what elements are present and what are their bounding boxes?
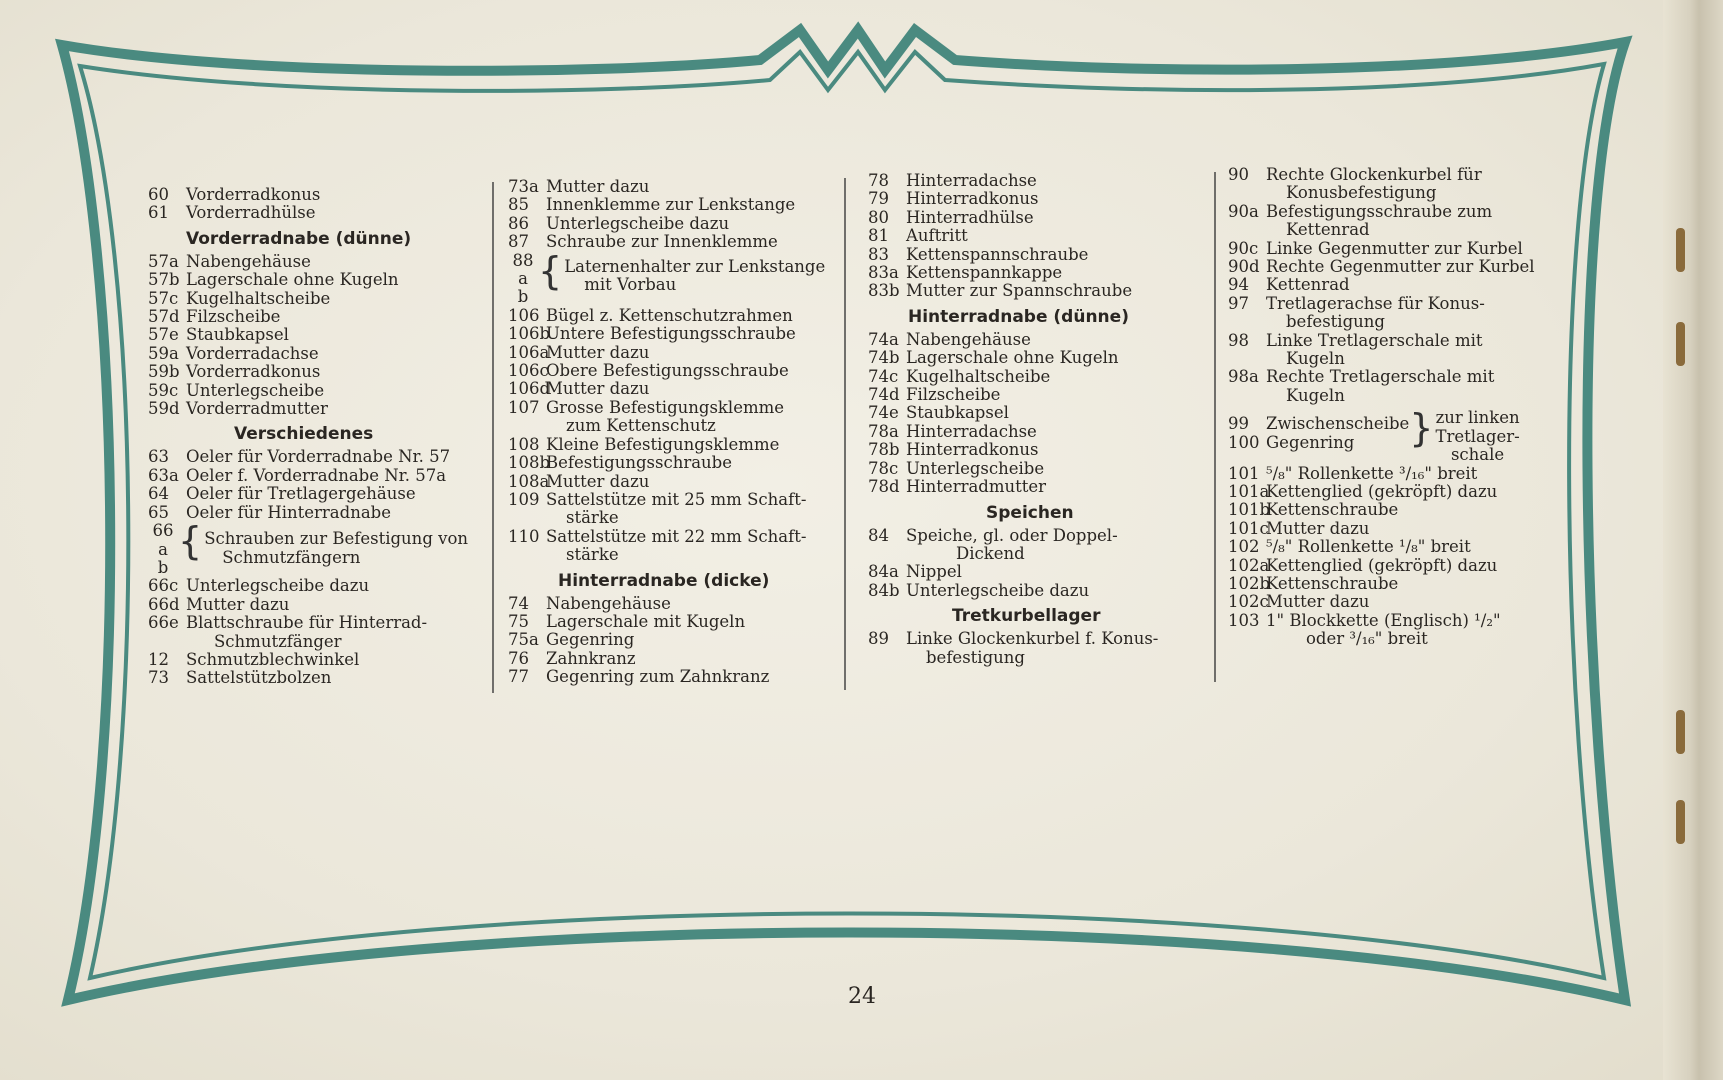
- list-item: stärke: [566, 508, 619, 528]
- list-item: 76 Zahnkranz: [508, 648, 636, 668]
- list-item: 65 Oeler für Hinterradnabe: [148, 502, 391, 522]
- list-item: 78d Hinterradmutter: [868, 477, 1047, 497]
- column-4: [1228, 166, 1535, 649]
- group-left: [1228, 409, 1409, 452]
- list-item: 59b Vorderradkonus: [148, 362, 321, 382]
- list-item: 81 Auftritt: [868, 226, 968, 246]
- list-item: zum Kettenschutz: [566, 416, 716, 436]
- list-item: 103 1" Blockkette (Englisch) ¹/₂": [1228, 610, 1501, 630]
- list-item: 86 Unterlegscheibe dazu: [508, 213, 730, 233]
- list-item: 98 Linke Tretlagerschale mit: [1228, 330, 1483, 350]
- list-item: 83b Mutter zur Spannschraube: [868, 281, 1133, 301]
- list-item: 66c Unterlegscheibe dazu: [148, 576, 370, 596]
- list-item: 64 Oeler für Tretlagergehäuse: [148, 484, 416, 504]
- list-item: 100 Gegenring: [1228, 432, 1355, 452]
- list-item-group: [1228, 406, 1535, 465]
- list-item: 98a Rechte Tretlagerschale mit: [1228, 367, 1495, 387]
- list-item: 79 Hinterradkonus: [868, 189, 1039, 209]
- list-item: 94 Kettenrad: [1228, 275, 1350, 295]
- list-item: 80 Hinterradhülse: [868, 207, 1034, 227]
- list-item: 84b Unterlegscheibe dazu: [868, 580, 1090, 600]
- list-item: befestigung: [1286, 312, 1385, 332]
- list-item: 90 Rechte Glockenkurbel für: [1228, 165, 1482, 184]
- list-item: 102 ⁵/₈" Rollenkette ¹/₈" breit: [1228, 537, 1471, 557]
- list-item: 12 Schmutzblechwinkel: [148, 649, 360, 669]
- list-item: 108 Kleine Befestigungsklemme: [508, 434, 780, 454]
- list-item: 106 Bügel z. Kettenschutzrahmen: [508, 305, 793, 325]
- list-item: Konusbefestigung: [1286, 183, 1437, 203]
- list-item: 101c Mutter dazu: [1228, 518, 1370, 538]
- list-item: 89 Linke Glockenkurbel f. Konus-: [868, 629, 1159, 649]
- list-item: 78 Hinterradachse: [868, 171, 1037, 190]
- list-item: 74c Kugelhaltscheibe: [868, 366, 1051, 386]
- list-item: 74 Nabengehäuse: [508, 593, 671, 613]
- list-item: Dickend: [956, 543, 1025, 563]
- list-item: 74a Nabengehäuse: [868, 329, 1031, 349]
- list-item: 102a Kettenglied (gekröpft) dazu: [1228, 555, 1498, 575]
- list-item: 75 Lagerschale mit Kugeln: [508, 611, 746, 631]
- list-item: 60 Vorderradkonus: [148, 185, 321, 204]
- brace-icon: {: [538, 248, 563, 293]
- list-item: 57e Staubkapsel: [148, 325, 289, 345]
- list-item: 61 Vorderradhülse: [148, 203, 316, 223]
- list-item-group: [508, 248, 826, 307]
- list-item: stärke: [566, 545, 619, 565]
- list-item: 74e Staubkapsel: [868, 403, 1009, 423]
- list-item: 84a Nippel: [868, 562, 962, 582]
- list-item: 106d Mutter dazu: [508, 379, 650, 399]
- list-item: 90d Rechte Gegenmutter zur Kurbel: [1228, 257, 1535, 277]
- list-item: Kugeln: [1286, 349, 1345, 369]
- list-item: 77 Gegenring zum Zahnkranz: [508, 667, 770, 687]
- group-numbers: 88 a b: [512, 250, 534, 307]
- list-item: 108a Mutter dazu: [508, 471, 650, 491]
- list-item: 101 ⁵/₈" Rollenkette ³/₁₆" breit: [1228, 463, 1478, 483]
- list-item: 106a Mutter dazu: [508, 342, 650, 362]
- list-item: 106c Obere Befestigungsschraube: [508, 361, 789, 381]
- brace-icon: {: [178, 519, 203, 564]
- section-heading: Verschiedenes: [234, 424, 374, 445]
- list-item: 66e Blattschraube für Hinterrad-: [148, 613, 428, 633]
- list-item: 110 Sattelstütze mit 22 mm Schaft-: [508, 526, 807, 546]
- list-item: 97 Tretlagerachse für Konus-: [1228, 293, 1485, 313]
- column-1: [148, 186, 468, 688]
- list-item: 66d Mutter dazu: [148, 594, 290, 614]
- list-item: 63 Oeler für Vorderradnabe Nr. 57: [148, 447, 451, 467]
- list-item: 63a Oeler f. Vorderradnabe Nr. 57a: [148, 465, 447, 485]
- list-item: 59d Vorderradmutter: [148, 399, 328, 419]
- list-item: Kettenrad: [1286, 220, 1370, 240]
- list-item: 90c Linke Gegenmutter zur Kurbel: [1228, 238, 1523, 258]
- list-item: 78b Hinterradkonus: [868, 440, 1039, 460]
- list-item: 57c Kugelhaltscheibe: [148, 288, 331, 308]
- list-item: 109 Sattelstütze mit 25 mm Schaft-: [508, 489, 807, 509]
- group-numbers: 66 a b: [152, 521, 174, 577]
- list-item: 59a Vorderradachse: [148, 343, 319, 363]
- list-item: 107 Grosse Befestigungsklemme: [508, 397, 785, 417]
- section-heading: Vorderradnabe (dünne): [186, 228, 412, 249]
- list-item: 73 Sattelstützbolzen: [148, 668, 332, 688]
- list-item: 57d Filzscheibe: [148, 307, 281, 327]
- section-heading: Tretkurbellager: [952, 606, 1101, 627]
- brace-icon: }: [1409, 406, 1434, 451]
- list-item: 74b Lagerschale ohne Kugeln: [868, 348, 1119, 368]
- column-3: [868, 172, 1158, 667]
- group-text: Schrauben zur Befestigung von Schmutzfängern: [204, 529, 469, 567]
- list-item: 106b Untere Befestigungsschraube: [508, 324, 796, 344]
- page-number: 24: [848, 984, 876, 1009]
- column-2: [508, 178, 825, 687]
- section-heading: Hinterradnabe (dünne): [908, 306, 1129, 327]
- list-item: Kugeln: [1286, 385, 1345, 405]
- group-side-text: zur linken Tretlager- schale: [1435, 408, 1520, 465]
- list-item: befestigung: [926, 647, 1025, 667]
- section-heading: Hinterradnabe (dicke): [558, 570, 770, 591]
- list-item: oder ³/₁₆" breit: [1306, 629, 1428, 649]
- list-item: 90a Befestigungsschraube zum: [1228, 201, 1493, 221]
- list-item: 102c Mutter dazu: [1228, 592, 1370, 612]
- list-item: 108b Befestigungsschraube: [508, 453, 732, 473]
- group-text: Laternenhalter zur Lenkstange mit Vorbau: [564, 256, 826, 295]
- list-item: 78a Hinterradachse: [868, 421, 1037, 441]
- list-item: Schmutzfänger: [214, 631, 342, 651]
- list-item: 57a Nabengehäuse: [148, 251, 311, 271]
- list-item: 102b Kettenschraube: [1228, 573, 1399, 593]
- list-item: 83a Kettenspannkappe: [868, 263, 1063, 283]
- list-item: 78c Unterlegscheibe: [868, 458, 1045, 478]
- list-item: 101b Kettenschraube: [1228, 500, 1399, 520]
- list-item: 99 Zwischenscheibe: [1228, 414, 1410, 434]
- section-heading: Speichen: [986, 502, 1074, 523]
- list-item: 74d Filzscheibe: [868, 385, 1001, 405]
- list-item: 59c Unterlegscheibe: [148, 380, 325, 400]
- list-item: 87 Schraube zur Innenklemme: [508, 232, 778, 252]
- list-item-group: [148, 519, 469, 577]
- list-item: 57b Lagerschale ohne Kugeln: [148, 270, 399, 290]
- list-item: 73a Mutter dazu: [508, 177, 650, 196]
- list-item: 101a Kettenglied (gekröpft) dazu: [1228, 481, 1498, 501]
- list-item: 85 Innenklemme zur Lenkstange: [508, 195, 796, 215]
- list-item: 84 Speiche, gl. oder Doppel-: [868, 525, 1118, 545]
- list-item: 83 Kettenspannschraube: [868, 244, 1089, 264]
- list-item: 75a Gegenring: [508, 630, 635, 650]
